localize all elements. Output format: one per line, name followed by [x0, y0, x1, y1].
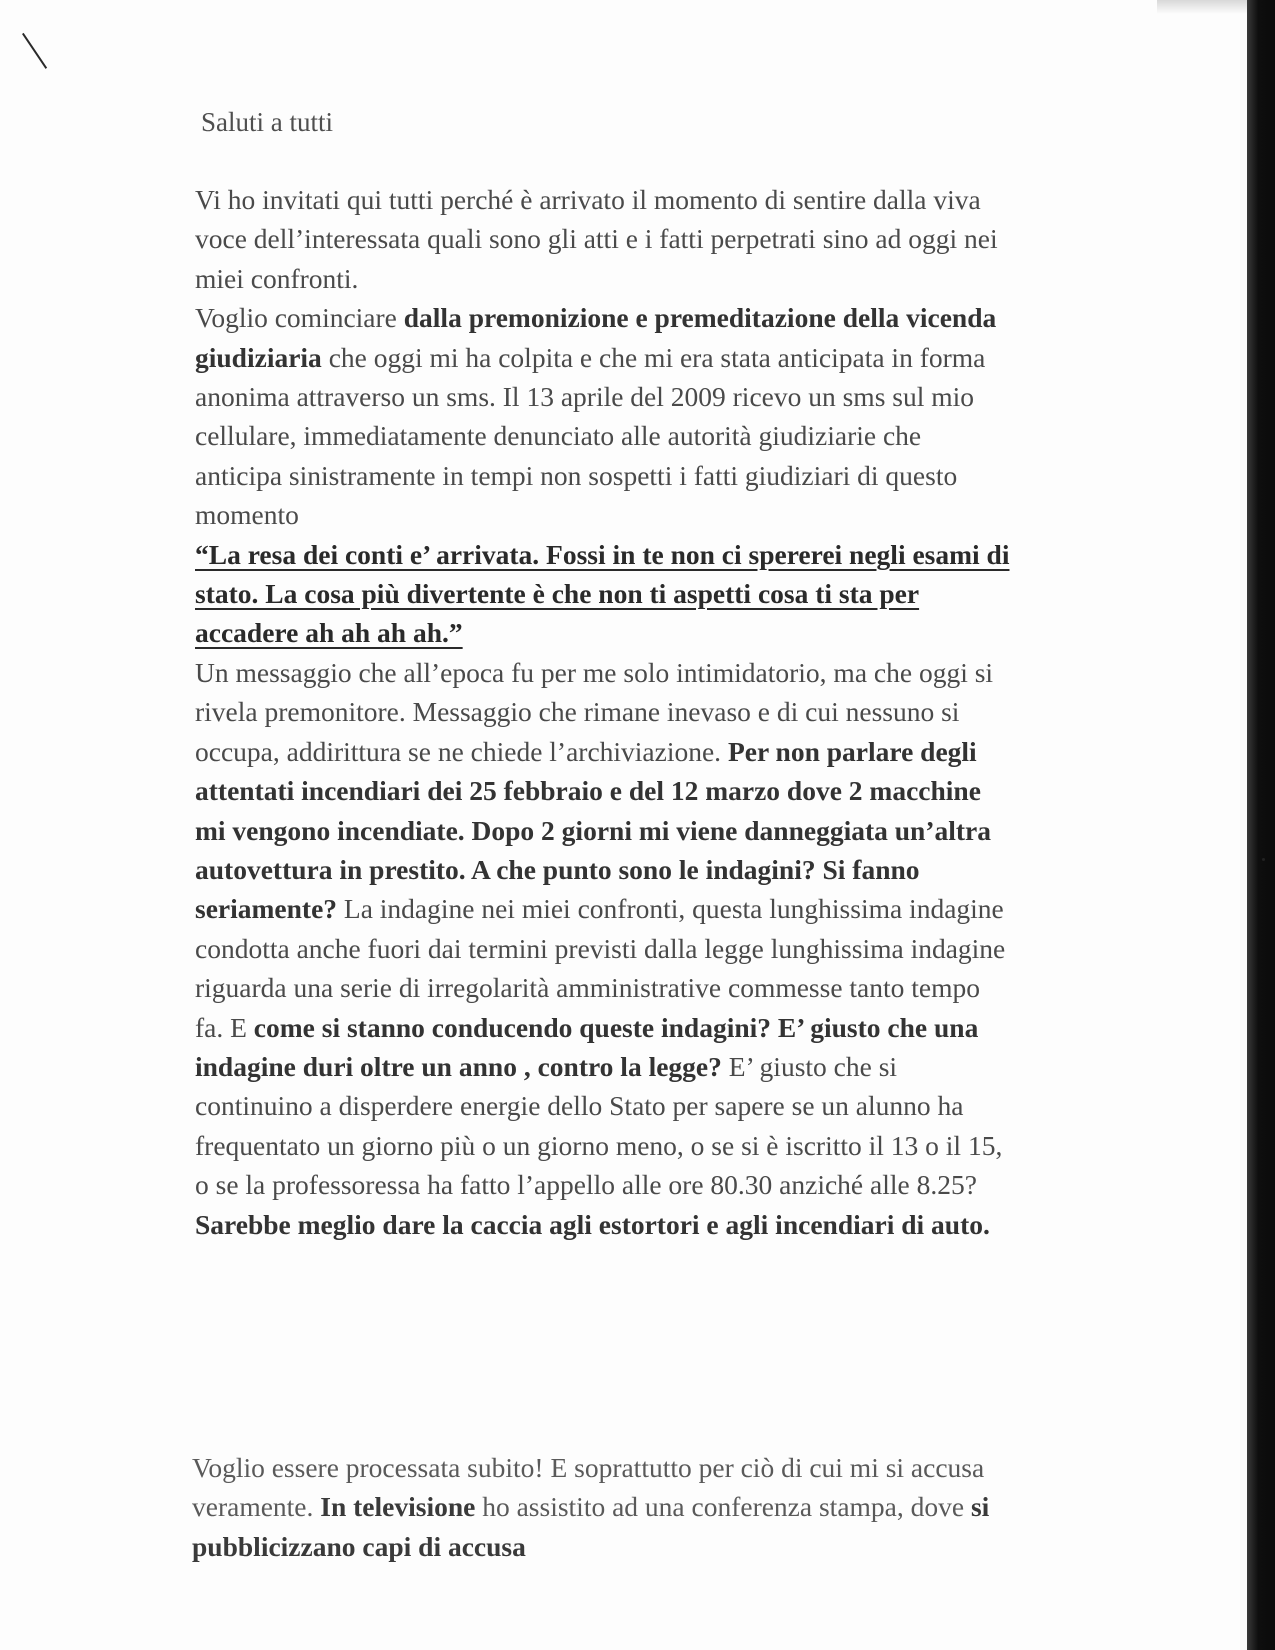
arson-emphasis: Per non parlare degli attentati incendiari dei 25 febbraio e del 12 marzo dove 2 macchine mi vengono incendiate. Dopo 2 giorni mi viene danneggiata un’altra autovettura in prestito. A che punto sono le indagini? Si fanno seriamente? — [195, 735, 991, 925]
investigation-emphasis: come si stanno conducendo queste indagini? E’ giusto che una indagine duri oltre un anno , contro la legge? — [195, 1011, 979, 1082]
charges-emphasis: si pubblicizzano capi di accusa — [192, 1491, 990, 1562]
scan-speck — [1262, 858, 1265, 861]
premonition-emphasis: dalla premonizione e premeditazione della vicenda giudiziaria — [195, 302, 997, 373]
intro-text: Vi ho invitati qui tutti perché è arrivato il momento di sentire dalla viva voce dell’interessata quali sono gli atti e i fatti perpetrati sino ad oggi nei miei confronti. — [195, 184, 998, 294]
sms-quote: “La resa dei conti e’ arrivata. Fossi in te non ci spererei negli esami di stato. La cosa più divertente è che non ti aspetti cosa ti sta per accadere ah ah ah ah.” — [195, 538, 1010, 649]
scan-shadow — [1157, 0, 1247, 14]
pen-mark — [22, 33, 47, 69]
message-commentary: Un messaggio che all’epoca fu per me solo intimidatorio, ma che oggi si rivela premonitore. Messaggio che rimane inevaso e di cui nessuno si occupa, addirittura se ne chiede l’archiviazione. — [195, 656, 994, 767]
state-energy-text: E’ giusto che si continuino a disperdere energie dello Stato per sapere se un alunno ha frequentato un giorno più o un giorno meno, o se si è iscritto il 13 o il 15, o se la professoressa ha fatto l’appello alle ore 80.30 anziché alle 8.25? — [195, 1050, 1003, 1201]
television-emphasis: In televisione — [320, 1491, 476, 1523]
main-paragraph — [195, 180, 1015, 1244]
press-conference-text: ho assistito ad una conferenza stampa, dove — [475, 1491, 971, 1523]
premonition-intro: Voglio cominciare — [195, 302, 404, 334]
conclusion-emphasis: Sarebbe meglio dare la caccia agli estortori e agli incendiari di auto. — [195, 1208, 990, 1240]
trial-demand: Voglio essere processata subito! E soprattutto per ciò di cui mi si accusa veramente. — [192, 1452, 985, 1523]
investigation-text: La indagine nei miei confronti, questa lunghissima indagine condotta anche fuori dai termini previsti dalla legge lunghissima indagine riguarda una serie di irregolarità amministrative commesse tanto tempo fa. E — [195, 893, 1006, 1043]
sms-narrative: che oggi mi ha colpita e che mi era stata anticipata in forma anonima attraverso un sms. Il 13 aprile del 2009 ricevo un sms sul mio cellulare, immediatamente denunciato alle autorità giudiziarie che anticipa sinistramente in tempi non sospetti i fatti giudiziari di questo momento — [195, 341, 986, 531]
scan-border — [1247, 0, 1275, 1650]
closing-paragraph — [192, 1448, 1012, 1566]
greeting: Saluti a tutti — [201, 107, 333, 137]
